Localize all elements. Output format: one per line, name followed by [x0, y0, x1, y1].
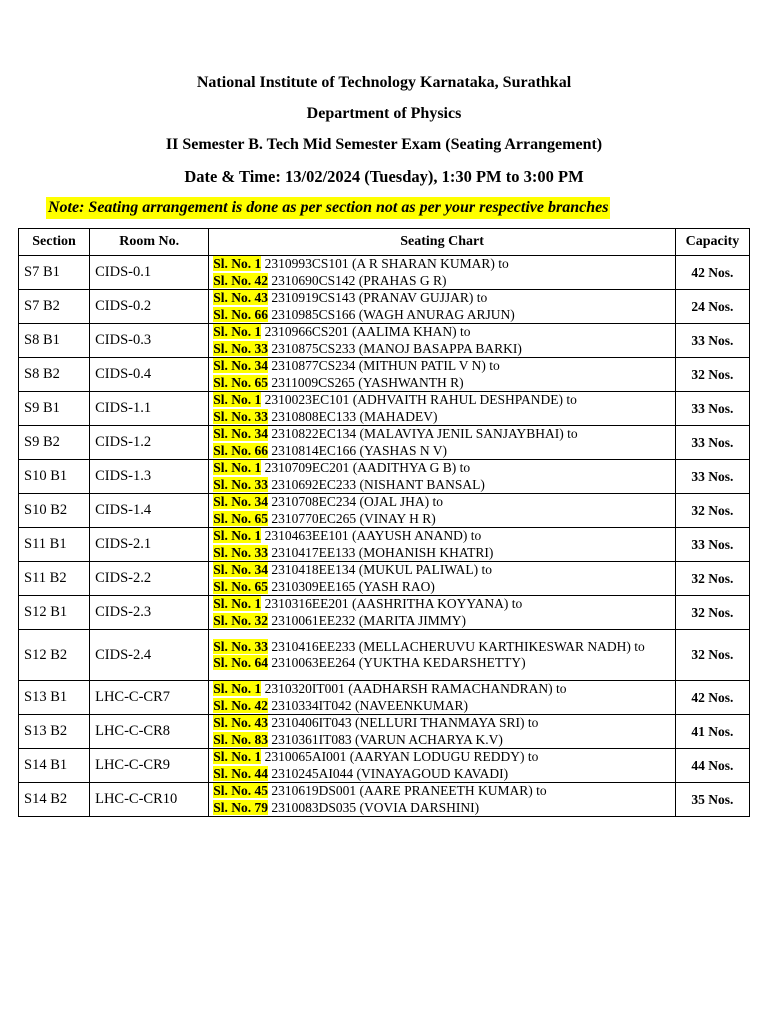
room-cell: LHC-C-CR8 [90, 715, 209, 749]
to-student: 2310875CS233 (MANOJ BASAPPA BARKI) [268, 340, 522, 356]
seating-chart-cell [209, 715, 676, 749]
room-cell: CIDS-1.4 [90, 494, 209, 528]
seating-table [18, 228, 750, 817]
seating-chart-cell [209, 494, 676, 528]
capacity-cell: 41 Nos. [675, 715, 749, 749]
from-student: 2310463EE101 (AAYUSH ANAND) to [261, 528, 482, 543]
department-title: Department of Physics [306, 105, 462, 122]
to-student: 2310417EE133 (MOHANISH KHATRI) [268, 544, 494, 560]
table-row [19, 528, 750, 562]
capacity-cell: 44 Nos. [675, 749, 749, 783]
from-student: 2310919CS143 (PRANAV GUJJAR) to [268, 290, 488, 305]
room-cell: CIDS-1.3 [90, 460, 209, 494]
table-row [19, 290, 750, 324]
room-cell: CIDS-1.1 [90, 392, 209, 426]
room-cell: CIDS-1.2 [90, 426, 209, 460]
room-cell: LHC-C-CR10 [90, 783, 209, 817]
from-serial-highlight: Sl. No. 34 [213, 562, 269, 577]
room-cell: CIDS-0.4 [90, 358, 209, 392]
section-cell: S14 B2 [19, 783, 90, 817]
seating-chart-cell [209, 596, 676, 630]
capacity-cell: 32 Nos. [675, 494, 749, 528]
seating-chart-cell [209, 290, 676, 324]
table-row [19, 596, 750, 630]
section-cell: S10 B1 [19, 460, 90, 494]
to-serial-highlight: Sl. No. 65 [213, 374, 269, 390]
to-serial-highlight: Sl. No. 33 [213, 544, 269, 560]
from-serial-highlight: Sl. No. 43 [213, 715, 269, 730]
capacity-cell: 35 Nos. [675, 783, 749, 817]
section-cell: S13 B1 [19, 681, 90, 715]
seating-chart-cell [209, 681, 676, 715]
section-cell: S10 B2 [19, 494, 90, 528]
from-student: 2310966CS201 (AALIMA KHAN) to [261, 324, 471, 339]
exam-title: II Semester B. Tech Mid Semester Exam (Seating Arrangement) [165, 136, 603, 153]
table-row [19, 494, 750, 528]
table-row [19, 324, 750, 358]
capacity-cell: 33 Nos. [675, 324, 749, 358]
capacity-cell: 24 Nos. [675, 290, 749, 324]
seating-chart-cell [209, 392, 676, 426]
from-student: 2310316EE201 (AASHRITHA KOYYANA) to [261, 596, 523, 611]
room-cell: LHC-C-CR7 [90, 681, 209, 715]
capacity-cell: 42 Nos. [675, 681, 749, 715]
seating-chart-cell [209, 426, 676, 460]
to-serial-highlight: Sl. No. 32 [213, 612, 269, 628]
capacity-cell: 33 Nos. [675, 460, 749, 494]
header-room: Room No. [90, 229, 209, 256]
from-serial-highlight: Sl. No. 1 [213, 256, 262, 271]
room-cell: CIDS-2.1 [90, 528, 209, 562]
seating-chart-cell [209, 460, 676, 494]
from-serial-highlight: Sl. No. 1 [213, 681, 262, 696]
seating-chart-cell [209, 256, 676, 290]
to-serial-highlight: Sl. No. 42 [213, 272, 269, 288]
capacity-cell: 32 Nos. [675, 630, 749, 681]
section-cell: S12 B1 [19, 596, 90, 630]
capacity-cell: 32 Nos. [675, 596, 749, 630]
to-student: 2310692EC233 (NISHANT BANSAL) [268, 476, 485, 492]
room-cell: CIDS-0.3 [90, 324, 209, 358]
from-serial-highlight: Sl. No. 33 [213, 638, 269, 654]
seating-chart-cell [209, 528, 676, 562]
to-serial-highlight: Sl. No. 44 [213, 765, 269, 781]
from-serial-highlight: Sl. No. 45 [213, 783, 269, 798]
from-serial-highlight: Sl. No. 34 [213, 426, 269, 441]
to-student: 2310334IT042 (NAVEENKUMAR) [268, 697, 469, 713]
from-serial-highlight: Sl. No. 34 [213, 358, 269, 373]
to-student: 2310309EE165 (YASH RAO) [268, 578, 435, 594]
table-row [19, 256, 750, 290]
institute-title: National Institute of Technology Karnataka, Surathkal [196, 74, 572, 91]
section-cell: S14 B1 [19, 749, 90, 783]
table-row [19, 426, 750, 460]
to-serial-highlight: Sl. No. 33 [213, 476, 269, 492]
section-cell: S8 B1 [19, 324, 90, 358]
section-cell: S7 B1 [19, 256, 90, 290]
table-row [19, 460, 750, 494]
to-serial-highlight: Sl. No. 64 [213, 655, 269, 670]
capacity-cell: 32 Nos. [675, 358, 749, 392]
to-student: 2310770EC265 (VINAY H R) [268, 510, 436, 526]
room-cell: CIDS-2.4 [90, 630, 209, 681]
header-capacity: Capacity [675, 229, 749, 256]
from-student: 2310993CS101 (A R SHARAN KUMAR) to [261, 256, 509, 271]
to-student: 2310985CS166 (WAGH ANURAG ARJUN) [268, 306, 515, 322]
to-student: 2311009CS265 (YASHWANTH R) [268, 374, 464, 390]
to-serial-highlight: Sl. No. 66 [213, 306, 269, 322]
from-student: 2310822EC134 (MALAVIYA JENIL SANJAYBHAI) to [268, 426, 578, 441]
table-row [19, 681, 750, 715]
section-cell: S9 B1 [19, 392, 90, 426]
to-student: 2310814EC166 (YASHAS N V) [268, 442, 448, 458]
from-student: 2310406IT043 (NELLURI THANMAYA SRI) to [268, 715, 539, 730]
from-serial-highlight: Sl. No. 1 [213, 596, 262, 611]
capacity-cell: 32 Nos. [675, 562, 749, 596]
from-student: 2310619DS001 (AARE PRANEETH KUMAR) to [268, 783, 547, 798]
to-serial-highlight: Sl. No. 33 [213, 408, 269, 424]
from-student: 2310418EE134 (MUKUL PALIWAL) to [268, 562, 492, 577]
from-student: 2310877CS234 (MITHUN PATIL V N) to [268, 358, 500, 373]
from-serial-highlight: Sl. No. 1 [213, 392, 262, 407]
seating-note: Note: Seating arrangement is done as per section not as per your respective branches [46, 197, 610, 219]
section-cell: S9 B2 [19, 426, 90, 460]
header-section: Section [19, 229, 90, 256]
seating-chart-cell [209, 749, 676, 783]
to-serial-highlight: Sl. No. 66 [213, 442, 269, 458]
seating-chart-cell [209, 783, 676, 817]
from-serial-highlight: Sl. No. 34 [213, 494, 269, 509]
from-serial-highlight: Sl. No. 1 [213, 324, 262, 339]
to-student: 2310808EC133 (MAHADEV) [268, 408, 438, 424]
from-student: 2310320IT001 (AADHARSH RAMACHANDRAN) to [261, 681, 567, 696]
room-cell: LHC-C-CR9 [90, 749, 209, 783]
section-cell: S11 B2 [19, 562, 90, 596]
table-row [19, 562, 750, 596]
to-student: 2310245AI044 (VINAYAGOUD KAVADI) [268, 765, 509, 781]
to-serial-highlight: Sl. No. 65 [213, 510, 269, 526]
section-cell: S8 B2 [19, 358, 90, 392]
to-student: 2310690CS142 (PRAHAS G R) [268, 272, 447, 288]
room-cell: CIDS-0.2 [90, 290, 209, 324]
header-chart: Seating Chart [209, 229, 676, 256]
capacity-cell: 33 Nos. [675, 392, 749, 426]
seating-chart-cell [209, 630, 676, 681]
section-cell: S12 B2 [19, 630, 90, 681]
to-student: 2310063EE264 (YUKTHA KEDARSHETTY) [268, 655, 526, 670]
section-cell: S11 B1 [19, 528, 90, 562]
from-student: 2310065AI001 (AARYAN LODUGU REDDY) to [261, 749, 539, 764]
capacity-cell: 42 Nos. [675, 256, 749, 290]
to-student: 2310083DS035 (VOVIA DARSHINI) [268, 799, 480, 815]
seating-chart-cell [209, 324, 676, 358]
table-body [19, 256, 750, 817]
table-row [19, 392, 750, 426]
to-serial-highlight: Sl. No. 42 [213, 697, 269, 713]
table-row [19, 783, 750, 817]
from-student: 2310708EC234 (OJAL JHA) to [268, 494, 444, 509]
to-student: 2310361IT083 (VARUN ACHARYA K.V) [268, 731, 503, 747]
table-row [19, 715, 750, 749]
to-serial-highlight: Sl. No. 79 [213, 799, 269, 815]
from-serial-highlight: Sl. No. 1 [213, 528, 262, 543]
to-serial-highlight: Sl. No. 65 [213, 578, 269, 594]
seating-chart-cell [209, 358, 676, 392]
capacity-cell: 33 Nos. [675, 528, 749, 562]
from-serial-highlight: Sl. No. 43 [213, 290, 269, 305]
table-row [19, 749, 750, 783]
from-student: 2310023EC101 (ADHVAITH RAHUL DESHPANDE) to [261, 392, 577, 407]
room-cell: CIDS-2.2 [90, 562, 209, 596]
to-student: 2310061EE232 (MARITA JIMMY) [268, 612, 467, 628]
from-serial-highlight: Sl. No. 1 [213, 749, 262, 764]
section-cell: S13 B2 [19, 715, 90, 749]
to-serial-highlight: Sl. No. 33 [213, 340, 269, 356]
exam-datetime: Date & Time: 13/02/2024 (Tuesday), 1:30 PM to 3:00 PM [184, 167, 584, 186]
section-cell: S7 B2 [19, 290, 90, 324]
table-row [19, 358, 750, 392]
seating-chart-cell [209, 562, 676, 596]
from-student: 2310709EC201 (AADITHYA G B) to [261, 460, 471, 475]
from-student: 2310416EE233 (MELLACHERUVU KARTHIKESWAR NADH) to [268, 638, 645, 654]
table-header-row [19, 229, 750, 256]
capacity-cell: 33 Nos. [675, 426, 749, 460]
to-serial-highlight: Sl. No. 83 [213, 731, 269, 747]
room-cell: CIDS-2.3 [90, 596, 209, 630]
table-row [19, 630, 750, 681]
room-cell: CIDS-0.1 [90, 256, 209, 290]
from-serial-highlight: Sl. No. 1 [213, 460, 262, 475]
